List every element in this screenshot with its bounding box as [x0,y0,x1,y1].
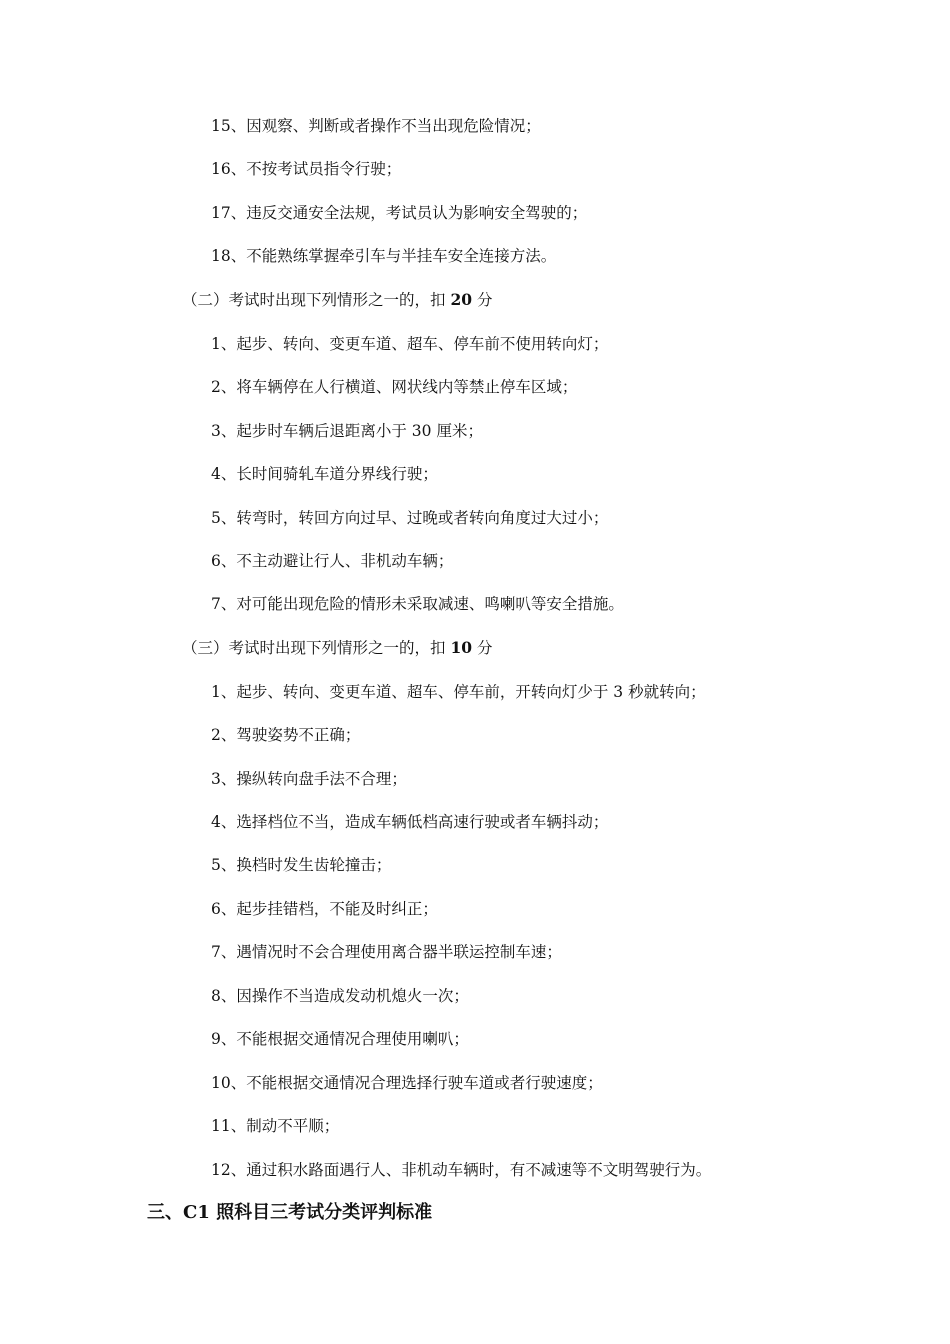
list-item: 12、通过积水路面遇行人、非机动车辆时，有不减速等不文明驾驶行为。 [211,1161,712,1179]
group2-heading [182,290,492,310]
list-item: 5、换档时发生齿轮撞击； [211,856,392,874]
list-item: 17、违反交通安全法规，考试员认为影响安全驾驶的； [211,204,588,222]
group3-heading-prefix: （三）考试时出现下列情形之一的，扣 [182,639,451,657]
list-item: 6、不主动避让行人、非机动车辆； [211,552,454,570]
list-item: 10、不能根据交通情况合理选择行驶车道或者行驶速度； [211,1074,603,1092]
list-item: 3、起步时车辆后退距离小于 30 厘米； [211,422,483,440]
list-item: 11、制动不平顺； [211,1117,340,1135]
list-item: 18、不能熟练掌握牵引车与半挂车安全连接方法。 [211,247,557,265]
list-item: 2、驾驶姿势不正确； [211,726,361,744]
list-item: 9、不能根据交通情况合理使用喇叭； [211,1030,469,1048]
group3-heading [182,638,492,658]
list-item: 1、起步、转向、变更车道、超车、停车前，开转向灯少于 3 秒就转向； [211,683,706,701]
list-item: 7、遇情况时不会合理使用离合器半联运控制车速； [211,943,562,961]
list-item: 2、将车辆停在人行横道、网状线内等禁止停车区域； [211,378,578,396]
list-item: 1、起步、转向、变更车道、超车、停车前不使用转向灯； [211,335,609,353]
list-item: 4、长时间骑轧车道分界线行驶； [211,465,438,483]
list-item: 3、操纵转向盘手法不合理； [211,770,407,788]
section-heading: 三、C1 照科目三考试分类评判标准 [147,1202,433,1223]
group2-points: 20 [450,290,473,309]
list-item: 6、起步挂错档，不能及时纠正； [211,900,438,918]
list-item: 7、对可能出现危险的情形未采取减速、鸣喇叭等安全措施。 [211,595,624,613]
group3-points: 10 [450,638,473,657]
list-item: 8、因操作不当造成发动机熄火一次； [211,987,469,1005]
group2-heading-suffix: 分 [472,291,493,309]
list-item: 4、选择档位不当，造成车辆低档高速行驶或者车辆抖动； [211,813,609,831]
group2-heading-prefix: （二）考试时出现下列情形之一的，扣 [182,291,451,309]
list-item: 5、转弯时，转回方向过早、过晚或者转向角度过大过小； [211,509,609,527]
group3-heading-suffix: 分 [472,639,493,657]
list-item: 15、因观察、判断或者操作不当出现危险情况； [211,117,541,135]
list-item: 16、不按考试员指令行驶； [211,160,402,178]
